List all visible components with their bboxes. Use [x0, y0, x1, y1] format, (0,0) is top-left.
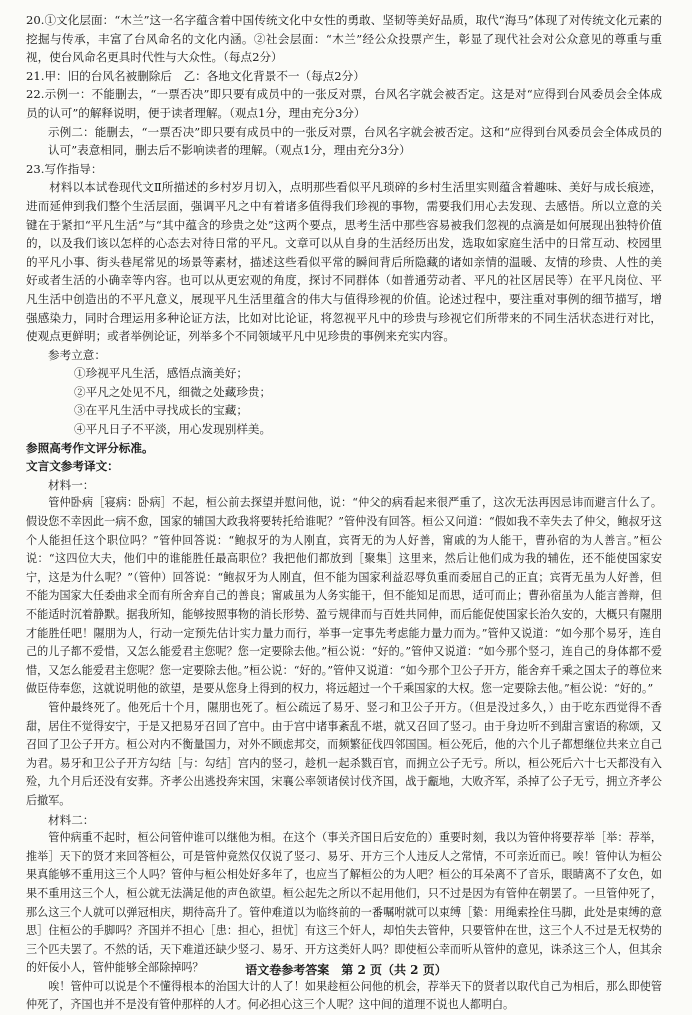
- material-2-para-2: 唉！管仲可以说是个不懂得根本的治国大计的人了！如果趁桓公问他的机会，荐举天下的贤者以取代自己为相后，那么即使管仲死了，齐国也并不是没有管仲那样的人才。何必担心这三个人呢？这中间的道理不说也人都明白。: [26, 979, 662, 1012]
- material-1-label: 材料一：: [48, 477, 95, 492]
- answer-23-title: 23.写作指导：: [26, 161, 103, 176]
- grading-note: 参照高考作文评分标准。: [26, 440, 154, 455]
- page-footer: 语文卷参考答案 第 2 页（共 2 页）: [245, 963, 447, 977]
- intent-item-2: ②平凡之处见不凡，细微之处藏珍贵；: [74, 384, 272, 399]
- answer-23-body: 材料以本试卷现代文Ⅱ所描述的乡村岁月切入，点明那些看似平凡琐碎的乡村生活里实则蕴含着趣味、美好与成长痕迹，进而延伸到我们整个生活层面，强调平凡之中有着诸多值得我们珍视的事物，需要我们用心去发现、去感悟。所以立意的关键在于紧扣“平凡生活”与“其中蕴含的珍贵之处”这两个要点，思考生活中那些容易被我们忽视的点滴是如何展现出独特价值的，以及我们该以怎样的心态去对待日常的平凡。文章可以从自身的生活经历出发，选取如家庭生活中的日常互动、校园里的平凡小事、街头巷尾常见的场景等素材，描述这些看似平常的瞬间背后所隐藏的诸如亲情的温暖、友情的珍贵、人性的美好或者生活的小确幸等内容。也可以从更宏观的角度，探讨不同群体（如普通劳动者、平凡的社区居民等）在平凡岗位、平凡生活中创造出的不平凡意义，展现平凡生活里蕴含的伟大与值得珍视的价值。论述过程中，要注重对事例的细节描写，增强感染力，同时合理运用多种论证方法，比如对比论证，将忽视平凡中的珍贵与珍视它们所带来的不同生活状态进行对比，使观点更鲜明；或者举例论证，列举多个不同领域平凡中见珍贵的事例来充实内容。: [26, 180, 662, 344]
- intent-title: 参考立意：: [48, 347, 106, 362]
- answer-22-b: 示例二：能删去，“一票否决”即只要有成员中的一张反对票，台风名字就会被否定。这和“应得到台风委员会全体成员的认可”表意相同，删去后不影响读者的理解。（观点1分，理由充分3分）: [48, 124, 662, 158]
- material-2-label: 材料二：: [48, 812, 95, 827]
- answer-22-a: 22.示例一：不能删去，“一票否决”即只要有成员中的一张反对票，台风名字就会被否定。这是对“应得到台风委员会全体成员的认可”的解释说明，便于读者理解。（观点1分，理由充分3分）: [26, 87, 662, 120]
- material-1-para-2: 管仲最终死了。他死后十个月，隰朋也死了。桓公疏远了易牙、竖刁和卫公子开方。（但是没过多久，）由于吃东西觉得不香甜，居住不觉得安宁，于是又把易牙召回了宫中。由于宫中诸事紊乱不堪，就又召回了竖刁。由于身边听不到甜言蜜语的称颂，又召回了卫公子开方。桓公对内不衡量国力，对外不顾虑邦交，而频繁征伐四邻国国。桓公死后，他的六个儿子都想继位共来立自己为君。易牙和卫公子开方勾结［与：勾结］宫内的竖刁，趁机一起杀戮百官，而拥立公子无亏。所以，桓公死后六十七天都没有入殓，九个月后还没有安葬。齐孝公出逃投奔宋国，宋襄公率领诸侯讨伐齐国，战于甗地，大败齐军，杀掉了公子无亏，拥立齐孝公后撤军。: [26, 700, 662, 807]
- material-2-para-1: 管仲病重不起时，桓公问管仲谁可以继他为相。在这个（事关齐国日后安危的）重要时刻，我以为管仲将要荐举［举：荐举，推举］天下的贤才来回答桓公，可是管仲竟然仅仅说了竖刁、易牙、开方三个人违反人之常情，不可亲近而已。唉！管仲认为桓公果真能够不重用这三个人吗？管仲与桓公相处好多年了，也应当了解桓公的为人吧？桓公的耳朵离不了音乐，眼睛离不了女色，如果不重用这三个人，桓公就无法满足他的声色欲望。桓公起先之所以不起用他们，只不过是因为有管仲在朝罢了。一旦管仲死了，那么这三个人就可以弹冠相庆，期待高升了。管仲难道以为临终前的一番嘱咐就可以束缚［絷：用绳索拴住马脚，此处是束缚的意思］住桓公的手脚吗？齐国并不担心［患：担心，担忧］有这三个奸人，却怕失去管仲，只要管仲在世，这三个人不过是无权势的三个匹夫罢了。不然的话，天下难道还缺少竖刁、易牙、开方这类奸人吗？即使桓公幸而听从管仲的意见，诛杀这三个人，但其余的奸佞小人，管仲能够全部除掉吗？: [26, 831, 662, 975]
- answer-20: 20.①文化层面：“木兰”这一名字蕴含着中国传统文化中女性的勇敢、坚韧等美好品质，取代“海马”体现了对传统文化元素的挖掘与传承，丰富了台风命名的文化内涵。②社会层面：“木兰”经公众投票产生，彰显了现代社会对公众意见的尊重与重视，使台风命名更具时代性与大众性。（每点2分）: [26, 13, 662, 65]
- translation-heading: 文言文参考译文：: [26, 459, 119, 474]
- intent-item-1: ①珍视平凡生活，感悟点滴美好；: [74, 366, 248, 381]
- intent-item-3: ③在平凡生活中寻找成长的宝藏；: [74, 403, 248, 418]
- answer-21: 21.甲：旧的台风名被删除后 乙：各地文化背景不一（每点2分）: [26, 68, 365, 83]
- material-1-para-1: 管仲卧病［寝病：卧病］不起，桓公前去探望并慰问他，说：“仲父的病看起来很严重了，这次无法再因忌讳而避言什么了。假设您不幸因此一病不愈，国家的辅国大政我将要转托给谁呢？”管仲没有回答。桓公又问道：“假如我不幸失去了仲父，鲍叔牙这个人能担任这个职位吗？”管仲回答说：“鲍叔牙的为人刚直，宾胥无的为人好善，甯戚的为人能干，曹孙宿的为人善言。”桓公说：“这四位大夫，他们中的谁能胜任最高职位？我把他们都放到［聚集］这里来，然后让他们成为我的辅佐，还不能使国家安宁，这是为什么呢？”（管仲）回答说：“鲍叔牙为人刚直，但不能为国家利益忍辱负重而委屈自己的正直；宾胥无虽为人好善，但不能为国家大任委曲求全而有所舍弃自己的善良；甯戚虽为人务实能干，但不能知足而思，适可而止；曹孙宿虽为人能言善辩，但不能适时沉着静默。据我所知，能够按照事物的消长形势、盈亏规律而与百姓共同伸，而后能促使国家长治久安的，大概只有隰朋才能胜任吧！隰朋为人，行动一定预先估计实力量力而行，举事一定事先考虑能力量力而为。”管仲又说道：“如今那个易牙，连自己的儿子都不爱惜，又怎么能爱君主您呢？您一定要除去他。”桓公说：“好的。”管仲又说道：“如今那个竖刁，连自己的身体都不爱惜，又怎么能爱君主您呢？您一定要除去他。”桓公说：“好的。”管仲又说道：“如今那个卫公子开方，能舍弃千乘之国太子的尊位来做臣侍奉您，这就说明他的欲望，是要从您身上得到的权力，将远超过一个千乘国家的大权。您一定要除去他。”桓公说：“好的。”: [26, 496, 662, 696]
- intent-item-4: ④平凡日子不平淡，用心发现别样美。: [74, 422, 272, 437]
